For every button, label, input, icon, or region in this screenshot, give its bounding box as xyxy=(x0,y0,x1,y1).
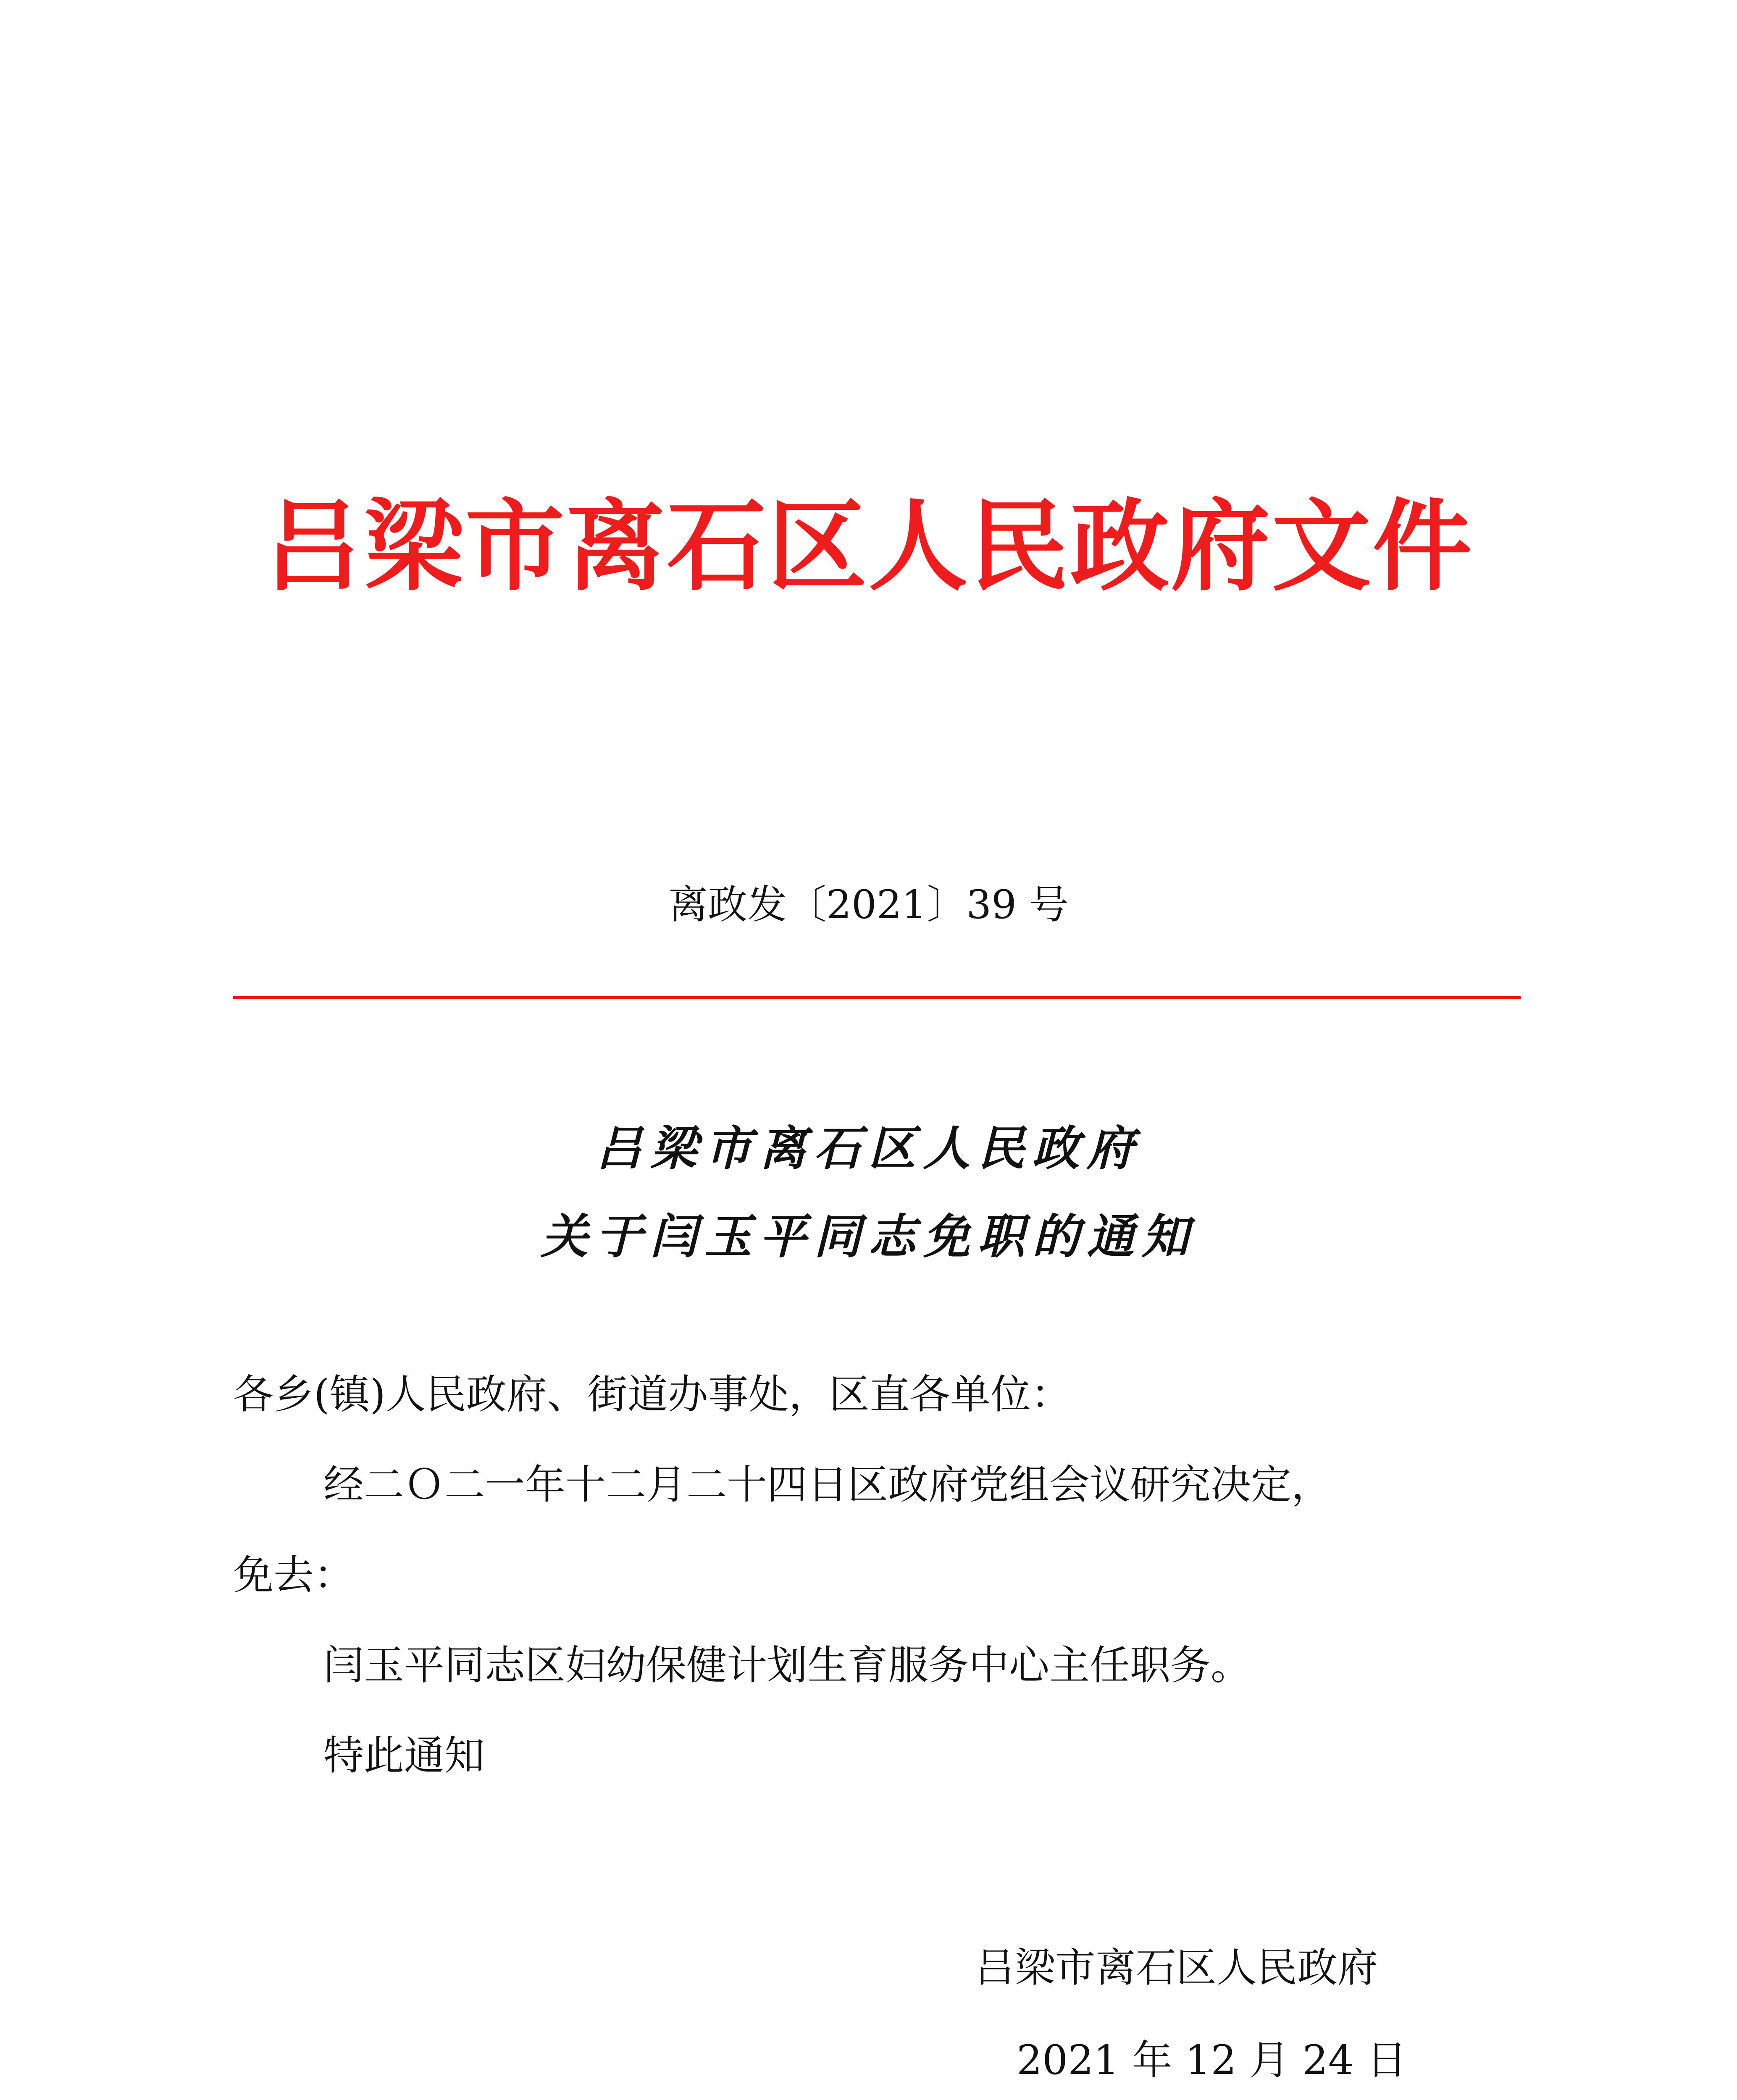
body-paragraph-1-line-1: 经二Ｏ二一年十二月二十四日区政府党组会议研究决定， xyxy=(323,1461,1332,1508)
red-divider-line xyxy=(233,996,1521,999)
issuer-title: 吕梁市离石区人民政府文件 xyxy=(263,488,1474,604)
notice-title-line-1: 吕梁市离石区人民政府 xyxy=(595,1121,1142,1176)
body-paragraph-2: 闫玉平同志区妇幼保健计划生育服务中心主任职务。 xyxy=(323,1642,1251,1689)
closing-text: 特此通知 xyxy=(323,1732,485,1779)
signature-date: 2021 年 12 月 24 日 xyxy=(1017,2037,1407,2084)
signature-issuer: 吕梁市离石区人民政府 xyxy=(975,1944,1378,1991)
body-paragraph-1-line-2: 免去： xyxy=(233,1551,354,1599)
document-number: 离政发〔2021〕39 号 xyxy=(668,882,1069,928)
salutation: 各乡(镇)人民政府、街道办事处，区直各单位： xyxy=(233,1371,1071,1418)
notice-title-line-2: 关于闫玉平同志免职的通知 xyxy=(541,1210,1196,1264)
